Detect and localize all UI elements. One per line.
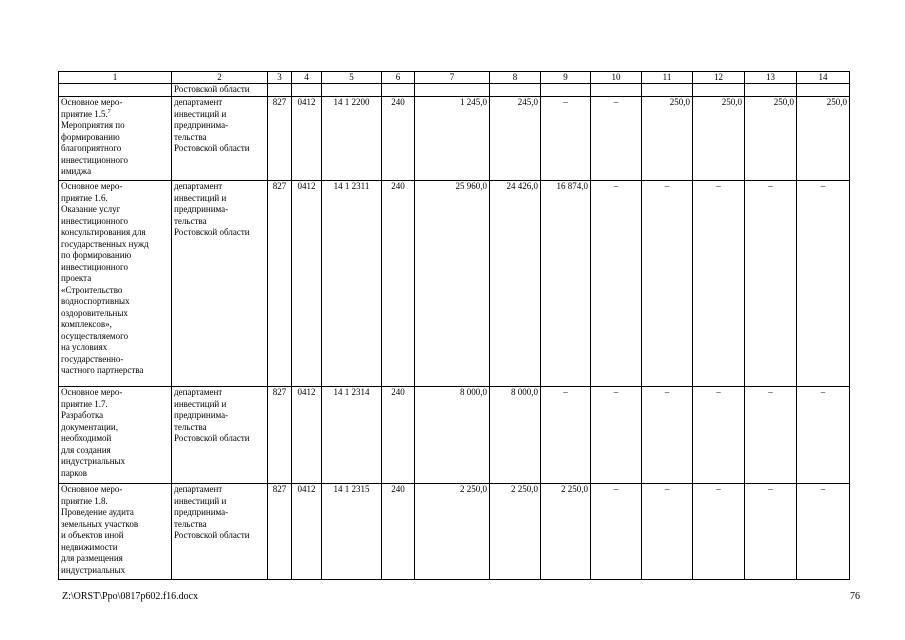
- table-cell: 0412: [292, 387, 322, 484]
- table-cell: [292, 84, 322, 97]
- table-cell: [642, 84, 693, 97]
- table-cell: –: [797, 181, 850, 387]
- column-number: 10: [591, 72, 642, 84]
- column-number: 3: [268, 72, 292, 84]
- activity-text-rest: Мероприятия по формированию благоприятного инвестиционного имиджа: [61, 120, 129, 176]
- column-number: 1: [59, 72, 172, 84]
- table-cell: 1 245,0: [415, 97, 490, 181]
- table-row: [59, 181, 850, 387]
- table-cell: 8 000,0: [415, 387, 490, 484]
- table-cell: –: [642, 387, 693, 484]
- footer-file-path: Z:\ORST\Ppo\0817p602.f16.docx: [62, 591, 199, 602]
- table-cell: [745, 84, 797, 97]
- table-cell: –: [541, 387, 591, 484]
- table-cell: 14 1 2314: [322, 387, 382, 484]
- column-number-row: [59, 72, 850, 84]
- table-cell: 240: [382, 484, 415, 580]
- column-number: 5: [322, 72, 382, 84]
- table-cell: –: [797, 484, 850, 580]
- table-cell: 250,0: [797, 97, 850, 181]
- table-cell: –: [591, 181, 642, 387]
- table-cell: –: [693, 181, 745, 387]
- table-cell: –: [745, 181, 797, 387]
- budget-table: [58, 71, 850, 580]
- table-cell: [382, 84, 415, 97]
- executor-cell: департамент инвестиций и предпринима- тельства Ростовской области: [172, 484, 268, 580]
- table-cell: –: [642, 484, 693, 580]
- activity-text-head: Основное меро- приятие 1.5.: [61, 97, 123, 119]
- table-cell: [797, 84, 850, 97]
- table-cell: –: [642, 181, 693, 387]
- column-number: 4: [292, 72, 322, 84]
- table-cell: –: [745, 387, 797, 484]
- table-cell: 827: [268, 387, 292, 484]
- table-cell: [268, 84, 292, 97]
- page-number: 76: [850, 591, 860, 602]
- table-cell: –: [591, 97, 642, 181]
- table-cell: 245,0: [490, 97, 541, 181]
- executor-cell: департамент инвестиций и предпринима- тельства Ростовской области: [172, 387, 268, 484]
- table-cell: 14 1 2200: [322, 97, 382, 181]
- table-cell: [490, 84, 541, 97]
- table-cell: –: [693, 484, 745, 580]
- table-cell: 24 426,0: [490, 181, 541, 387]
- executor-cell: Ростовской области: [172, 84, 268, 97]
- executor-cell: департамент инвестиций и предпринима- тельства Ростовской области: [172, 181, 268, 387]
- column-number: 6: [382, 72, 415, 84]
- column-number: 7: [415, 72, 490, 84]
- table-row: [59, 484, 850, 580]
- column-number: 14: [797, 72, 850, 84]
- executor-cell: департамент инвестиций и предпринима- тельства Ростовской области: [172, 97, 268, 181]
- table-cell: 250,0: [642, 97, 693, 181]
- table-cell: 2 250,0: [490, 484, 541, 580]
- table-cell: –: [745, 484, 797, 580]
- table-cell: 2 250,0: [541, 484, 591, 580]
- column-number: 11: [642, 72, 693, 84]
- table-cell: –: [541, 97, 591, 181]
- table-cell: 25 960,0: [415, 181, 490, 387]
- table-row: [59, 97, 850, 181]
- table-cell: 827: [268, 181, 292, 387]
- table-cell: 250,0: [745, 97, 797, 181]
- table-cell: –: [693, 387, 745, 484]
- activity-cell: Основное меро- приятие 1.6. Оказание услуг инвестиционного консультирования для государственных нужд по формированию инвестиционного проекта «Строительство водноспортивных оздоровительных комплексов», осуществляемого на условиях государственно- частного партнерства: [59, 181, 172, 387]
- table-cell: [541, 84, 591, 97]
- table-cell: 240: [382, 181, 415, 387]
- table-cell: –: [591, 387, 642, 484]
- table-cell: 14 1 2311: [322, 181, 382, 387]
- table-cell: 250,0: [693, 97, 745, 181]
- table-cell: –: [591, 484, 642, 580]
- table-cell: [591, 84, 642, 97]
- table-cell: 240: [382, 97, 415, 181]
- activity-cell: Основное меро- приятие 1.7. Разработка документации, необходимой для создания индустриальных парков: [59, 387, 172, 484]
- table-cell: 827: [268, 484, 292, 580]
- table-cell: –: [797, 387, 850, 484]
- table-cell: [693, 84, 745, 97]
- table-cell: 827: [268, 97, 292, 181]
- column-number: 9: [541, 72, 591, 84]
- footnote-mark: 7: [107, 108, 111, 115]
- table-cell: 2 250,0: [415, 484, 490, 580]
- table-cell: 0412: [292, 181, 322, 387]
- table-cell: [322, 84, 382, 97]
- activity-cell: [59, 97, 172, 181]
- table-row: [59, 387, 850, 484]
- table-cell: 16 874,0: [541, 181, 591, 387]
- table-cell: [415, 84, 490, 97]
- column-number: 2: [172, 72, 268, 84]
- column-number: 12: [693, 72, 745, 84]
- continuation-row: [59, 84, 850, 97]
- activity-cell: Основное меро- приятие 1.8. Проведение аудита земельных участков и объектов иной недвижимости для размещения индустриальных: [59, 484, 172, 580]
- table-cell: 0412: [292, 97, 322, 181]
- column-number: 13: [745, 72, 797, 84]
- table-cell: [59, 84, 172, 97]
- column-number: 8: [490, 72, 541, 84]
- table-cell: 240: [382, 387, 415, 484]
- table-cell: 8 000,0: [490, 387, 541, 484]
- table-cell: 14 1 2315: [322, 484, 382, 580]
- table-cell: 0412: [292, 484, 322, 580]
